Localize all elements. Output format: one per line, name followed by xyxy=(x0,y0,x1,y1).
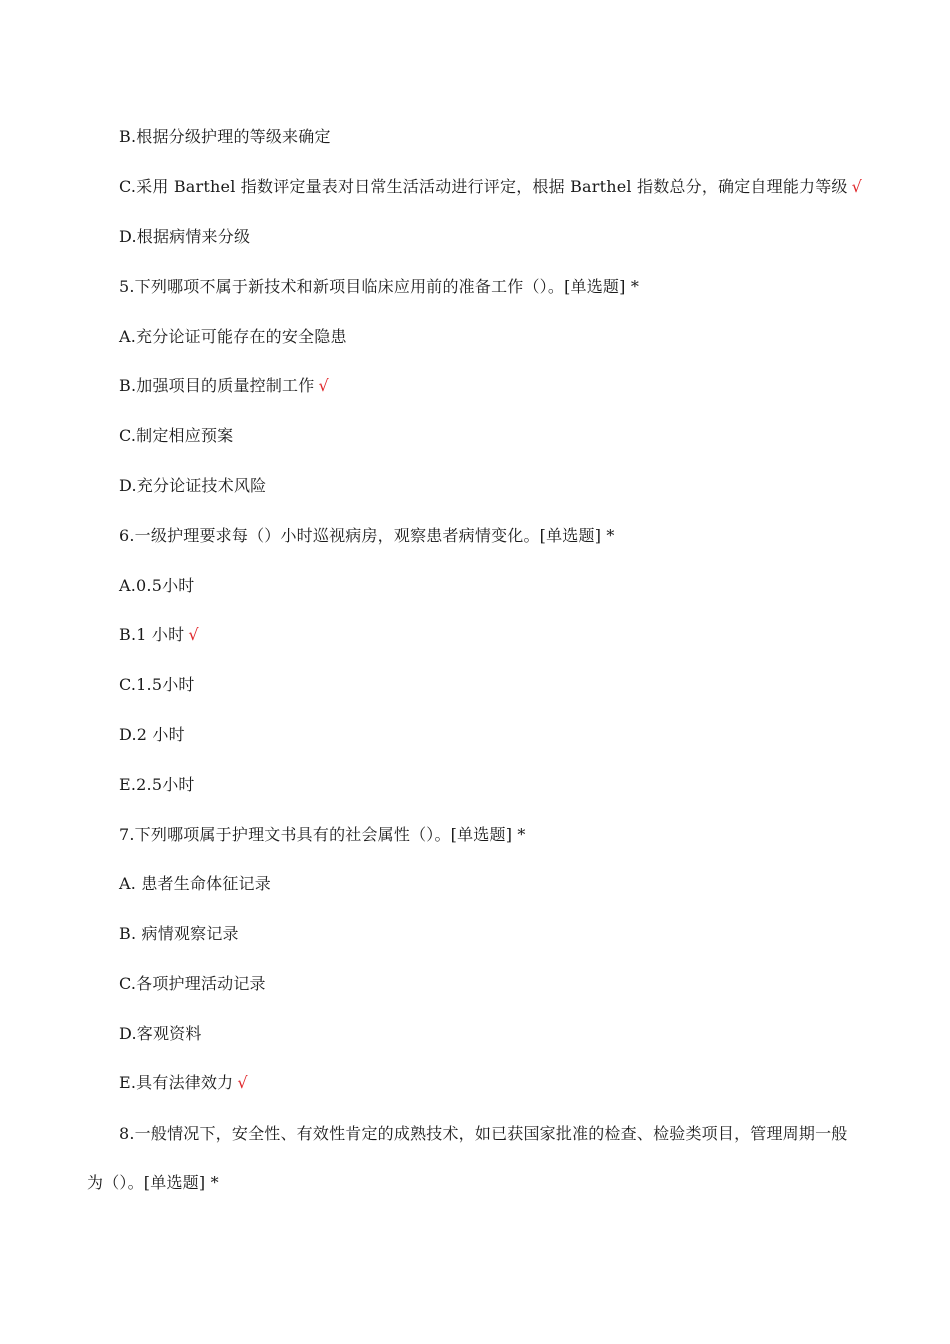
option-line xyxy=(119,127,331,147)
line-text: 为（）。[单选题] * xyxy=(87,1173,219,1192)
option-line-correct xyxy=(119,376,329,396)
line-text: B.根据分级护理的等级来确定 xyxy=(119,127,331,146)
line-text: E.2.5小时 xyxy=(119,775,195,794)
question-line xyxy=(119,825,526,845)
option-line xyxy=(119,426,233,446)
option-line xyxy=(119,1024,202,1044)
option-line xyxy=(119,725,185,745)
option-line xyxy=(119,775,195,795)
line-text: C.采用 Barthel 指数评定量表对日常生活活动进行评定，根据 Barthel 指数总分，确定自理能力等级 xyxy=(119,177,848,196)
line-text: C.1.5小时 xyxy=(119,675,195,694)
correct-check-icon: √ xyxy=(851,177,863,196)
option-line-correct xyxy=(119,177,862,197)
option-line xyxy=(119,874,271,894)
line-text: C.各项护理活动记录 xyxy=(119,974,266,993)
option-line-correct xyxy=(119,625,199,645)
line-text: B.加强项目的质量控制工作 xyxy=(119,376,315,395)
line-text: A. 患者生命体征记录 xyxy=(119,874,271,893)
option-line xyxy=(119,675,195,695)
line-text: D.充分论证技术风险 xyxy=(119,476,267,495)
option-line xyxy=(119,924,239,944)
line-text: D.客观资料 xyxy=(119,1024,202,1043)
line-text: 5.下列哪项不属于新技术和新项目临床应用前的准备工作（）。[单选题] * xyxy=(119,277,640,296)
line-text: 8.一般情况下，安全性、有效性肯定的成熟技术，如已获国家批准的检查、检验类项目，管理周期一般 xyxy=(119,1124,848,1143)
line-text: 6.一级护理要求每（）小时巡视病房，观察患者病情变化。[单选题] * xyxy=(119,526,615,545)
option-line xyxy=(119,576,195,596)
option-line xyxy=(119,227,250,247)
line-text: A.0.5小时 xyxy=(119,576,195,595)
line-text: A.充分论证可能存在的安全隐患 xyxy=(119,327,347,346)
line-text: E.具有法律效力 xyxy=(119,1073,234,1092)
option-line xyxy=(119,974,266,994)
question-line xyxy=(119,1124,847,1144)
line-text: D.根据病情来分级 xyxy=(119,227,251,246)
line-text: C.制定相应预案 xyxy=(119,426,234,445)
line-text: D.2 小时 xyxy=(119,725,185,744)
question-line xyxy=(119,277,639,297)
line-text: B. 病情观察记录 xyxy=(119,924,239,943)
line-text: 7.下列哪项属于护理文书具有的社会属性（）。[单选题] * xyxy=(119,825,526,844)
option-line xyxy=(119,327,347,347)
option-line-correct xyxy=(119,1073,248,1093)
correct-check-icon: √ xyxy=(318,376,329,395)
question-continuation xyxy=(87,1173,219,1193)
line-text: B.1 小时 xyxy=(119,625,185,644)
question-line xyxy=(119,526,615,546)
option-line xyxy=(119,476,266,496)
correct-check-icon: √ xyxy=(188,625,199,644)
correct-check-icon: √ xyxy=(237,1073,248,1092)
